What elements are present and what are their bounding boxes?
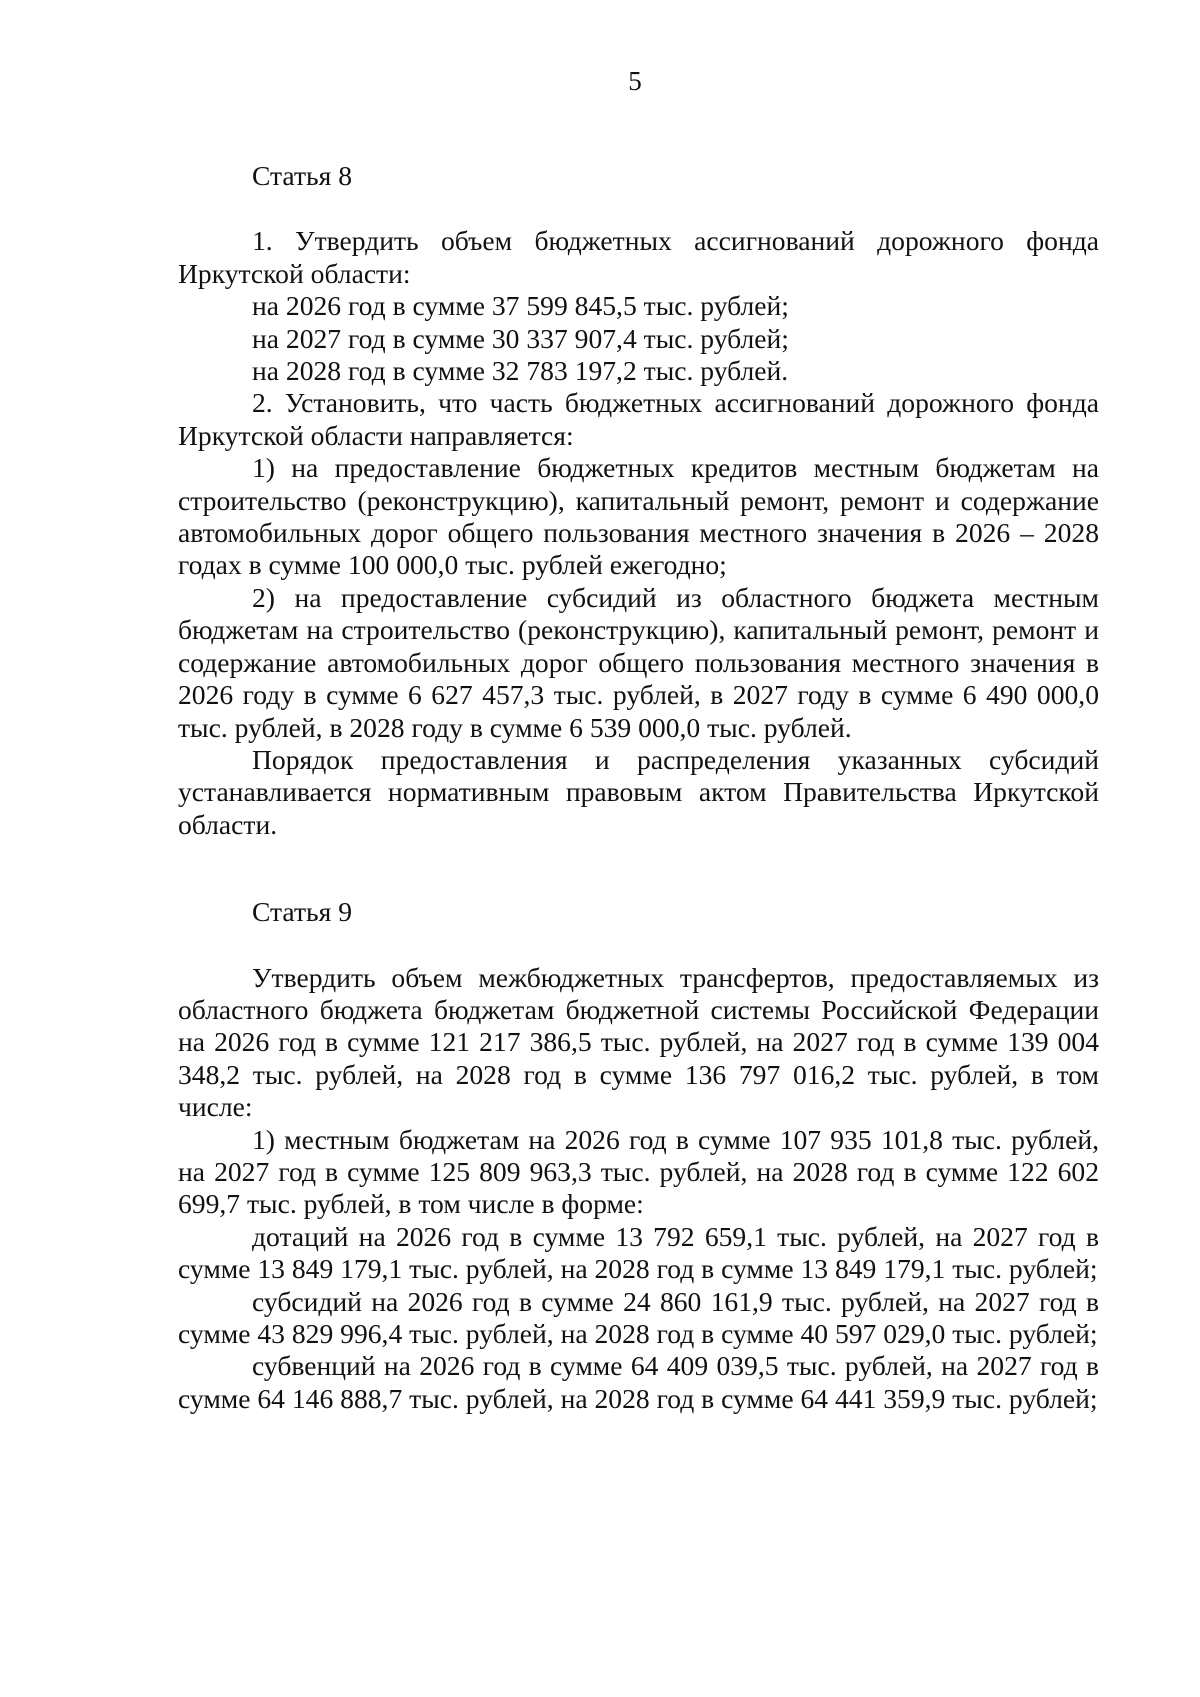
article-9-paragraph: субвенций на 2026 год в сумме 64 409 039,5 тыс. рублей, на 2027 год в сумме 64 146 888,7 тыс. рублей, на 2028 год в сумме 64 441 359,9 тыс. рублей; — [178, 1350, 1099, 1414]
article-9-heading: Статья 9 — [252, 896, 353, 928]
article-8-paragraph: на 2026 год в сумме 37 599 845,5 тыс. рублей; — [252, 290, 789, 322]
article-8-paragraph: на 2027 год в сумме 30 337 907,4 тыс. рублей; — [252, 322, 789, 354]
article-9-paragraph: субсидий на 2026 год в сумме 24 860 161,9 тыс. рублей, на 2027 год в сумме 43 829 996,4 тыс. рублей, на 2028 год в сумме 40 597 029,0 тыс. рублей; — [178, 1285, 1099, 1349]
article-8-paragraph: 1. Утвердить объем бюджетных ассигнований дорожного фонда Иркутской области: — [178, 225, 1099, 289]
document-body — [178, 160, 1099, 1415]
article-8-text — [178, 225, 1099, 841]
article-9-text — [178, 962, 1099, 1416]
article-8-paragraph: 2) на предоставление субсидий из областного бюджета местным бюджетам на строительство (реконструкцию), капитальный ремонт, ремонт и содержание автомобильных дорог общего пользования местного значения в 2026 году в сумме 6 627 457,3 тыс. рублей, в 2027 году в сумме 6 490 000,0 тыс. рублей, в 2028 году в сумме 6 539 000,0 тыс. рублей. — [178, 581, 1099, 743]
article-9-paragraph: дотаций на 2026 год в сумме 13 792 659,1 тыс. рублей, на 2027 год в сумме 13 849 179,1 тыс. рублей, на 2028 год в сумме 13 849 179,1 тыс. рублей; — [178, 1220, 1099, 1285]
article-8-paragraph: 2. Установить, что часть бюджетных ассигнований дорожного фонда Иркутской области направляется: — [178, 387, 1099, 451]
article-9-paragraph: 1) местным бюджетам на 2026 год в сумме 107 935 101,8 тыс. рублей, на 2027 год в сумме 125 809 963,3 тыс. рублей, на 2028 год в сумме 122 602 699,7 тыс. рублей, в том числе в форме: — [178, 1123, 1099, 1220]
article-8-paragraph: Порядок предоставления и распределения указанных субсидий устанавливается нормативным правовым актом Правительства Иркутской области. — [178, 743, 1099, 840]
article-8-paragraph: на 2028 год в сумме 32 783 197,2 тыс. рублей. — [252, 355, 789, 387]
article-8-paragraph: 1) на предоставление бюджетных кредитов местным бюджетам на строительство (реконструкцию), капитальный ремонт, ремонт и содержание автомобильных дорог общего пользования местного значения в 2026 – 2028 годах в сумме 100 000,0 тыс. рублей ежегодно; — [178, 452, 1099, 581]
article-9-paragraph: Утвердить объем межбюджетных трансфертов, предоставляемых из областного бюджета бюджетам бюджетной системы Российской Федерации на 2026 год в сумме 121 217 386,5 тыс. рублей, на 2027 год в сумме 139 004 348,2 тыс. рублей, на 2028 год в сумме 136 797 016,2 тыс. рублей, в том числе: — [178, 961, 1099, 1123]
article-8-heading: Статья 8 — [252, 160, 353, 191]
page-number: 5 — [628, 66, 642, 96]
